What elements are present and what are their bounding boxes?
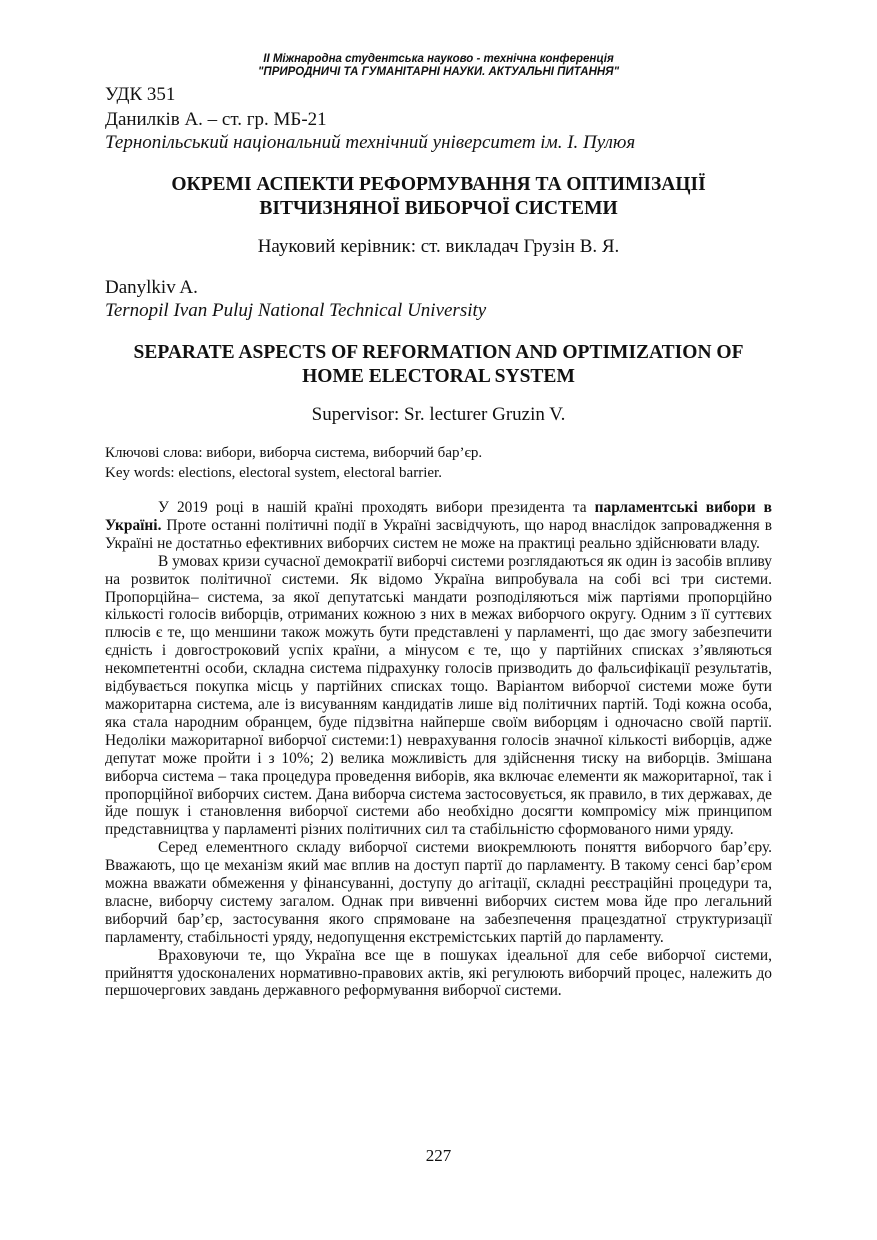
title-ua-line1: ОКРЕМІ АСПЕКТИ РЕФОРМУВАННЯ ТА ОПТИМІЗАЦІЇ — [171, 174, 706, 195]
author-ua: Данилків А. – ст. гр. МБ-21 — [105, 109, 327, 130]
affiliation-en: Ternopil Ivan Puluj National Technical University — [105, 300, 487, 321]
paragraph-1 — [105, 499, 772, 553]
paragraph-1-end: Проте останні політичні події в Україні засвідчують, що народ внаслідок запровадження в Україні не достатньо ефективних виборчих систем не може на практиці реально здійснювати владу. — [105, 516, 772, 552]
conference-title-line1: II Міжнародна студентська науково - технічна конференція — [263, 53, 614, 65]
title-en-line1: SEPARATE ASPECTS OF REFORMATION AND OPTIMIZATION OF — [133, 342, 744, 363]
paragraph-1-bold: парламентські вибори в Україні. — [105, 499, 772, 534]
affiliation-ua: Тернопільський національний технічний університет ім. І. Пулюя — [105, 132, 636, 153]
udk-code: УДК 351 — [105, 84, 176, 105]
keywords-en: Key words: elections, electoral system, electoral barrier. — [105, 465, 442, 481]
keywords-ua: Ключові слова: вибори, виборча система, виборчий бар’єр. — [105, 445, 483, 461]
title-en-line2: HOME ELECTORAL SYSTEM — [302, 366, 575, 387]
supervisor-en: Supervisor: Sr. lecturer Gruzin V. — [311, 404, 566, 425]
paragraph-3: Серед елементного складу виборчої системи виокремлюють поняття виборчого бар’єру. Вважають, що це механізм який має вплив на доступ партії до парламенту. В такому сенсі бар’єром можна вважати обмеження у фінансуванні, доступу до агітації, складні реєстраційні процедури та, власне, виборчу систему загалом. Однак при вивченні виборчих систем мова йде про легальний виборчий бар’єр, застосування якого спрямоване на забезпечення працездатної структуризації парламенту, стабільності уряду, недопущення екстремістських партій до парламенту. — [105, 839, 772, 946]
conference-title-line2: "ПРИРОДНИЧІ ТА ГУМАНІТАРНІ НАУКИ. АКТУАЛЬНІ ПИТАННЯ" — [257, 66, 620, 78]
paragraph-2: В умовах кризи сучасної демократії виборчі системи розглядаються як один із засобів впливу на розвиток політичної системи. Як відомо Україна випробувала на собі всі три системи. Пропорційна– система, за якої депутатські мандати розподіляються між партіями пропорційно кількості голосів виборців, отриманих кожною з них в межах виборчого округу. Одним з її суттєвих плюсів є те, що меншини також можуть бути представлені у парламенті, що дає змогу забезпечити єдність і довгостроковий успіх країни, а мінусом є те, що у партійних списках з’являються некомпетентні особи, складна система підрахунку голосів призводить до фальсифікації результатів, відбувається покупка місць у партійних списках тощо. Варіантом виборчої системи може бути мажоритарна система, але із висуванням кандидатів лише від політичних партій. Тоді кожна особа, яка стала народним обранцем, буде підзвітна найперше своїм виборцям і одночасно своїй партії. Недоліки мажоритарної виборчої системи:1) неврахування голосів значної кількості виборців, адже депутат може пройти і з 10%; 2) велика можливість для здійснення тиску на виборців. Змішана виборча система – така процедура проведення виборів, яка включає елементи як мажоритарної, так і пропорційної виборчих систем. Дана виборча система застосовується, як правило, в тих державах, де йде пошук і становлення виборчої системи або необхідно досягти компромісу між принципом представництва у парламенті різних політичних сил та стабільністю сформованого ними уряду. — [105, 552, 772, 839]
article-body — [105, 499, 772, 1000]
title-ua-line2: ВІТЧИЗНЯНОЇ ВИБОРЧОЇ СИСТЕМИ — [259, 198, 618, 219]
page-number: 227 — [425, 1146, 452, 1165]
author-en: Danylkiv A. — [105, 277, 198, 298]
paragraph-1-start: У 2019 році в нашій країні проходять вибори президента та — [158, 499, 595, 516]
paragraph-4: Враховуючи те, що Україна все ще в пошуках ідеальної для себе виборчої системи, прийняття удосконалених нормативно-правових актів, які регулюють виборчий процес, належить до першочергових завдань державного реформування виборчої системи. — [105, 946, 772, 1000]
supervisor-ua: Науковий керівник: ст. викладач Грузін В. Я. — [257, 236, 620, 257]
